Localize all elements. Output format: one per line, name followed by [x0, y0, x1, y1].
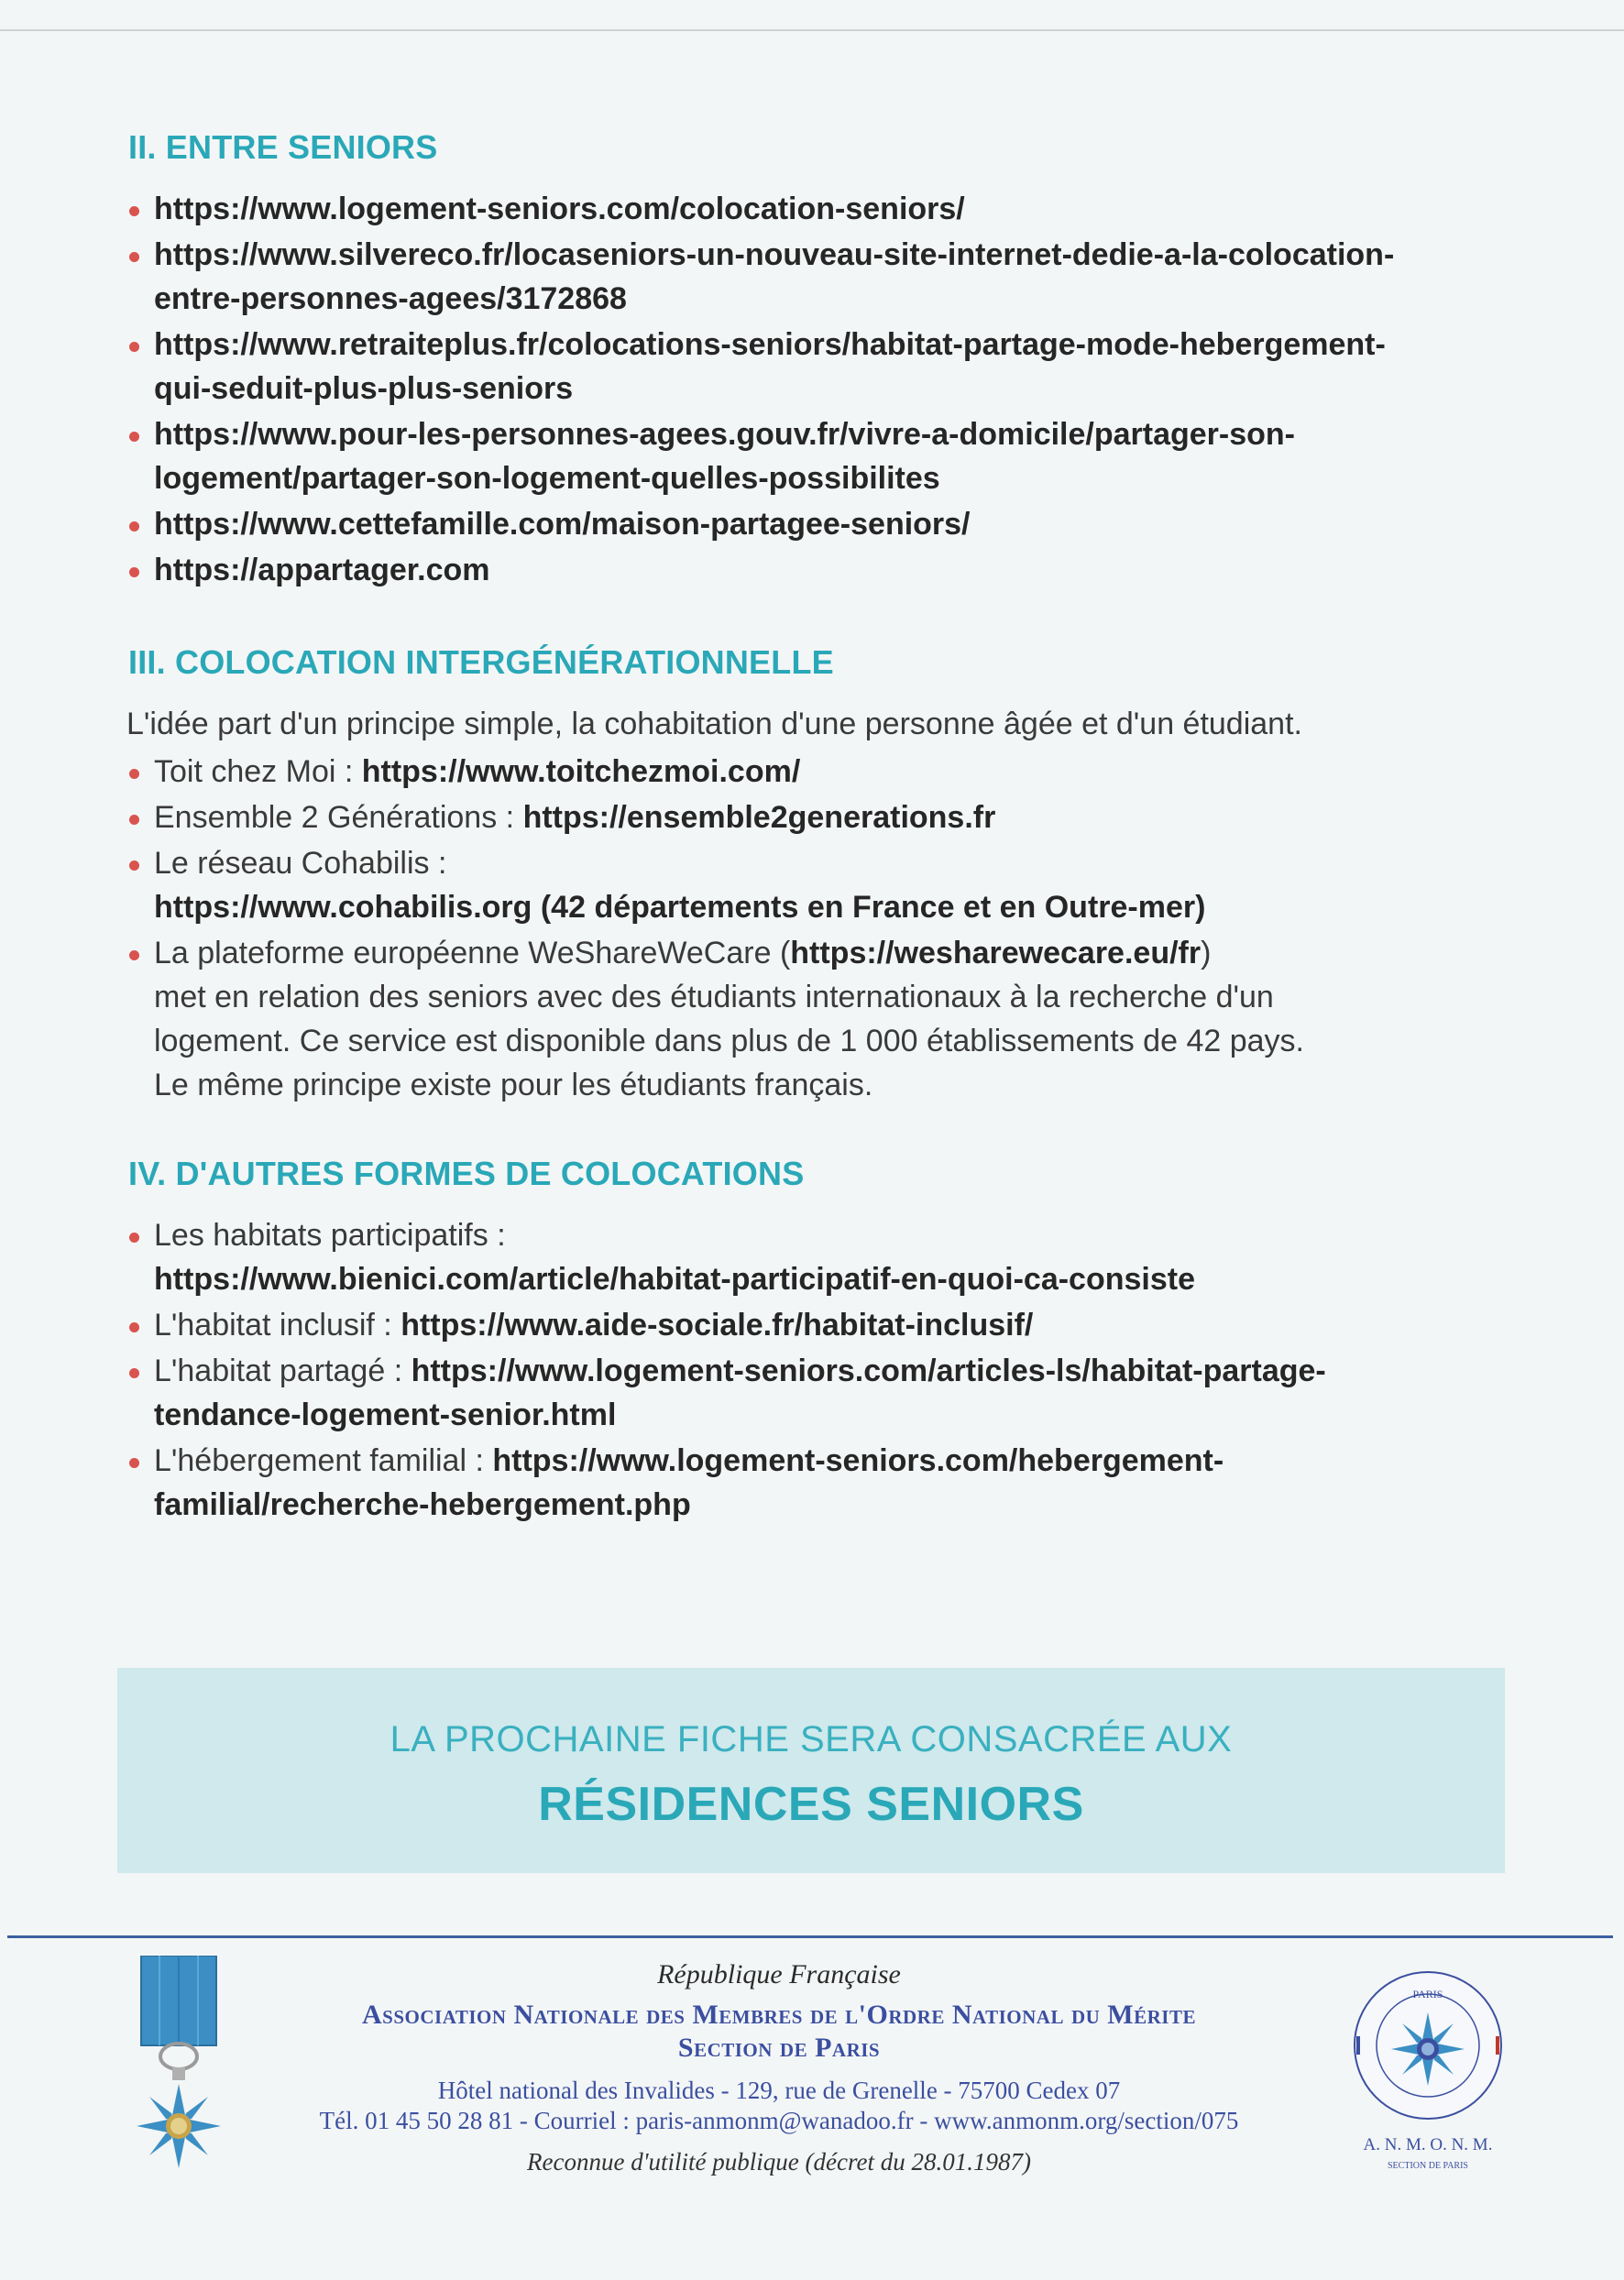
- section-entre-seniors: [126, 128, 1538, 592]
- link[interactable]: https://appartager.com: [154, 553, 490, 587]
- link[interactable]: https://www.bienici.com/article/habitat-participatif-en-quoi-ca-consiste: [154, 1262, 1195, 1297]
- list-item: [126, 1439, 1538, 1527]
- link[interactable]: https://www.logement-seniors.com/articles-ls/habitat-partage-: [411, 1354, 1326, 1388]
- item-label: Toit chez Moi :: [154, 754, 362, 789]
- list-item: [126, 1349, 1538, 1437]
- seal-section: SECTION DE PARIS: [1388, 2161, 1468, 2171]
- item-label: ): [1201, 936, 1212, 970]
- footer-address-block: [238, 1959, 1320, 2176]
- page-top-line: [0, 29, 1624, 31]
- section-title: II. ENTRE SENIORS: [128, 128, 438, 166]
- postal-address: Hôtel national des Invalides - 129, rue de Grenelle - 75700 Cedex 07: [437, 2077, 1121, 2104]
- intro-text: L'idée part d'un principe simple, la cohabitation d'une personne âgée et d'un étudiant.: [126, 707, 1302, 741]
- list-item: [126, 1213, 1538, 1301]
- seal-abbreviation: A. N. M. O. N. M.: [1363, 2135, 1493, 2154]
- contact-info: Tél. 01 45 50 28 81 - Courriel : paris-anmonm@wanadoo.fr - www.anmonm.org/section/075: [319, 2107, 1239, 2134]
- section-title: IV. D'AUTRES FORMES DE COLOCATIONS: [128, 1155, 805, 1192]
- republique-label: République Française: [657, 1959, 901, 1990]
- link[interactable]: https://www.silvereco.fr/locaseniors-un-nouveau-site-internet-dedie-a-la-colocation-: [154, 237, 1395, 272]
- link[interactable]: familial/recherche-hebergement.php: [154, 1487, 691, 1522]
- link[interactable]: https://www.logement-seniors.com/hebergement-: [492, 1443, 1224, 1478]
- link[interactable]: tendance-logement-senior.html: [154, 1398, 617, 1432]
- item-label: Les habitats participatifs :: [154, 1218, 506, 1253]
- link[interactable]: entre-personnes-agees/3172868: [154, 281, 627, 316]
- list-item: [126, 931, 1538, 1107]
- link[interactable]: logement/partager-son-logement-quelles-possibilites: [154, 461, 940, 496]
- link[interactable]: https://www.cohabilis.org (42 départements en France et en Outre-mer): [154, 890, 1206, 925]
- list-item: [126, 502, 1538, 546]
- description-line: logement. Ce service est disponible dans plus de 1 000 établissements de 42 pays.: [154, 1024, 1304, 1058]
- link[interactable]: https://www.toitchezmoi.com/: [361, 754, 801, 789]
- public-utility-note: Reconnue d'utilité publique (décret du 28.01.1987): [527, 2148, 1031, 2176]
- link[interactable]: https://www.retraiteplus.fr/colocations-seniors/habitat-partage-mode-hebergement-: [154, 327, 1386, 362]
- section-name: Section de Paris: [677, 2033, 881, 2063]
- list-item: [126, 841, 1538, 929]
- link-list: [126, 750, 1538, 1107]
- main-content: [126, 128, 1538, 1529]
- link[interactable]: https://www.logement-seniors.com/colocation-seniors/: [154, 192, 965, 226]
- list-item: [126, 548, 1538, 592]
- seal-city: PARIS: [1412, 1988, 1443, 2000]
- list-item: [126, 323, 1538, 411]
- item-label: L'habitat inclusif :: [154, 1308, 401, 1343]
- link[interactable]: https://www.cettefamille.com/maison-partagee-seniors/: [154, 507, 971, 542]
- link[interactable]: qui-seduit-plus-plus-seniors: [154, 371, 574, 406]
- list-item: [126, 187, 1538, 231]
- banner-title: RÉSIDENCES SENIORS: [538, 1778, 1084, 1831]
- next-sheet-banner: [117, 1668, 1505, 1873]
- item-label: Le réseau Cohabilis :: [154, 846, 447, 881]
- banner-subtitle: LA PROCHAINE FICHE SERA CONSACRÉE AUX: [390, 1719, 1233, 1759]
- association-name: Association Nationale des Membres de l'Ordre National du Mérite: [362, 2000, 1196, 2030]
- item-label: La plateforme européenne WeShareWeCare (: [154, 936, 791, 970]
- item-label: Ensemble 2 Générations :: [154, 800, 523, 835]
- link-list: [126, 187, 1538, 592]
- footer-divider: [7, 1935, 1613, 1938]
- section-title: III. COLOCATION INTERGÉNÉRATIONNELLE: [128, 643, 834, 681]
- section-autres-formes: [126, 1155, 1538, 1527]
- link[interactable]: https://wesharewecare.eu/fr: [790, 936, 1202, 970]
- anmonm-seal-icon: [1345, 1970, 1510, 2190]
- description-line: Le même principe existe pour les étudiants français.: [154, 1068, 873, 1102]
- list-item: [126, 1303, 1538, 1347]
- item-label: L'hébergement familial :: [154, 1443, 493, 1478]
- link[interactable]: https://www.aide-sociale.fr/habitat-inclusif/: [401, 1308, 1034, 1343]
- list-item: [126, 233, 1538, 321]
- link-list: [126, 1213, 1538, 1527]
- list-item: [126, 750, 1538, 794]
- list-item: [126, 795, 1538, 839]
- list-item: [126, 412, 1538, 500]
- national-merit-medal-icon: [128, 1956, 229, 2176]
- section-intergenerationnelle: [126, 643, 1538, 1107]
- item-label: L'habitat partagé :: [154, 1354, 411, 1388]
- description-line: met en relation des seniors avec des étudiants internationaux à la recherche d'un: [154, 980, 1274, 1014]
- link[interactable]: https://www.pour-les-personnes-agees.gouv.fr/vivre-a-domicile/partager-son-: [154, 417, 1296, 452]
- link[interactable]: https://ensemble2generations.fr: [522, 800, 996, 835]
